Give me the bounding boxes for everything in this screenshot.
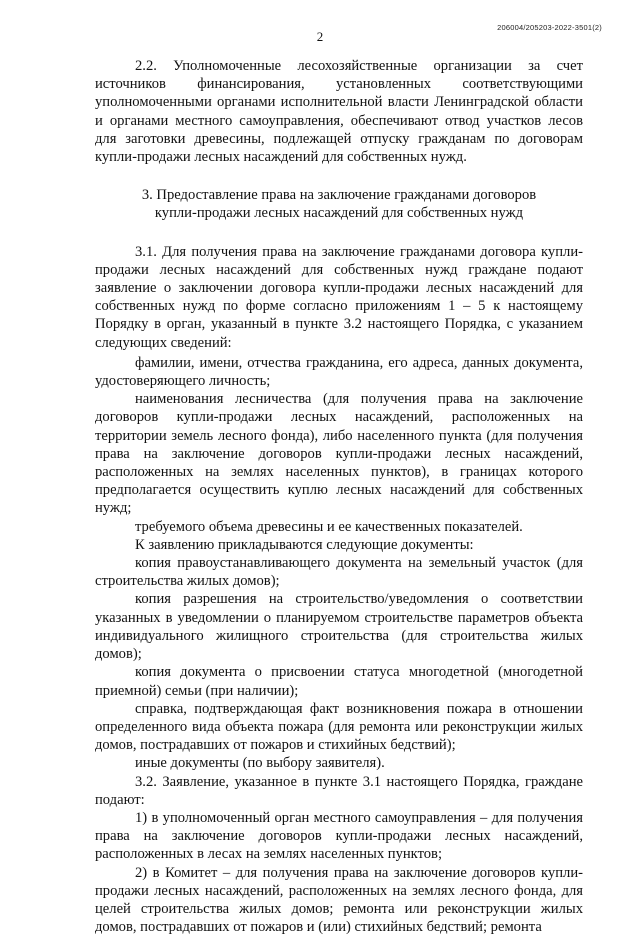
doc-item-land: копия правоустанавливающего документа на земельный участок (для строительства жилых домов);	[95, 555, 583, 590]
paragraph-3-2-2: 2) в Комитет – для получения права на заключение договоров купли-продажи лесных насаждений, расположенных на землях лесного фонда, для целей строительства жилых домов; ремонта или реконструкции жилых домов, пострадавших от пожаров и (или) стихийных бедствий; ремонта	[95, 864, 583, 936]
doc-item-fire: справка, подтверждающая факт возникновения пожара в отношении определенного вида объекта пожара (для ремонта или реконструкции жилых домов, пострадавших от пожаров и стихийных бедствий);	[95, 700, 583, 754]
document-code: 206004/205203-2022-3501(2)	[497, 23, 602, 32]
list-item-volume: требуемого объема древесины и ее качественных показателей.	[135, 518, 523, 535]
paragraph-3-1: 3.1. Для получения права на заключение гражданами договора купли-продажи лесных насаждений для собственных нужд граждане подают заявление о заключении договора купли-продажи лесных насаждений для собственных нужд по форме согласно приложениям 1 – 5 к настоящему Порядку в орган, указанный в пункте 3.2 настоящего Порядка, с указанием следующих сведений:	[95, 243, 583, 351]
doc-item-family: копия документа о присвоении статуса многодетной (многодетной приемной) семьи (при наличии);	[95, 664, 583, 699]
page-number: 2	[316, 29, 324, 44]
doc-item-permit: копия разрешения на строительство/уведомления о соответствии указанных в уведомлении о планируемом строительстве параметров объекта индивидуального жилищного строительства (для строительства жилых домов);	[95, 591, 583, 663]
list-item-fio: фамилии, имени, отчества гражданина, его адреса, данных документа, удостоверяющего личность;	[95, 354, 583, 390]
section-3-title-line-2: купли-продажи лесных насаждений для собственных нужд	[154, 205, 524, 222]
paragraph-3-2-1: 1) в уполномоченный орган местного самоуправления – для получения права на заключение договоров купли-продажи лесных насаждений, расположенных в лесах на землях населенных пунктов;	[95, 809, 583, 863]
section-3-title	[95, 186, 583, 222]
section-3-title-line-1: 3. Предоставление права на заключение гражданами договоров	[141, 187, 537, 204]
document-body	[95, 57, 583, 936]
list-item-forestry: наименования лесничества (для получения права на заключение договоров купли-продажи лесных насаждений, расположенных на территории земель лесного фонда), либо населенного пункта (для получения права на заключение договоров купли-продажи лесных насаждений, расположенных на землях населенных пунктов), в границах которого предполагается осуществить куплю лесных насаждений для собственных нужд;	[95, 391, 583, 517]
paragraph-3-2: 3.2. Заявление, указанное в пункте 3.1 настоящего Порядка, граждане подают:	[95, 773, 583, 808]
doc-item-other: иные документы (по выбору заявителя).	[135, 755, 385, 772]
paragraph-2-2: 2.2. Уполномоченные лесохозяйственные организации за счет источников финансирования, установленных соответствующими уполномоченными органами исполнительной власти Ленинградской области и органами местного самоуправления, обеспечивают отвод участков лесов для заготовки древесины, подлежащей отпуску гражданам по договорам купли-продажи лесных насаждений для собственных нужд.	[95, 58, 583, 166]
attached-docs-intro: К заявлению прикладываются следующие документы:	[135, 536, 474, 553]
